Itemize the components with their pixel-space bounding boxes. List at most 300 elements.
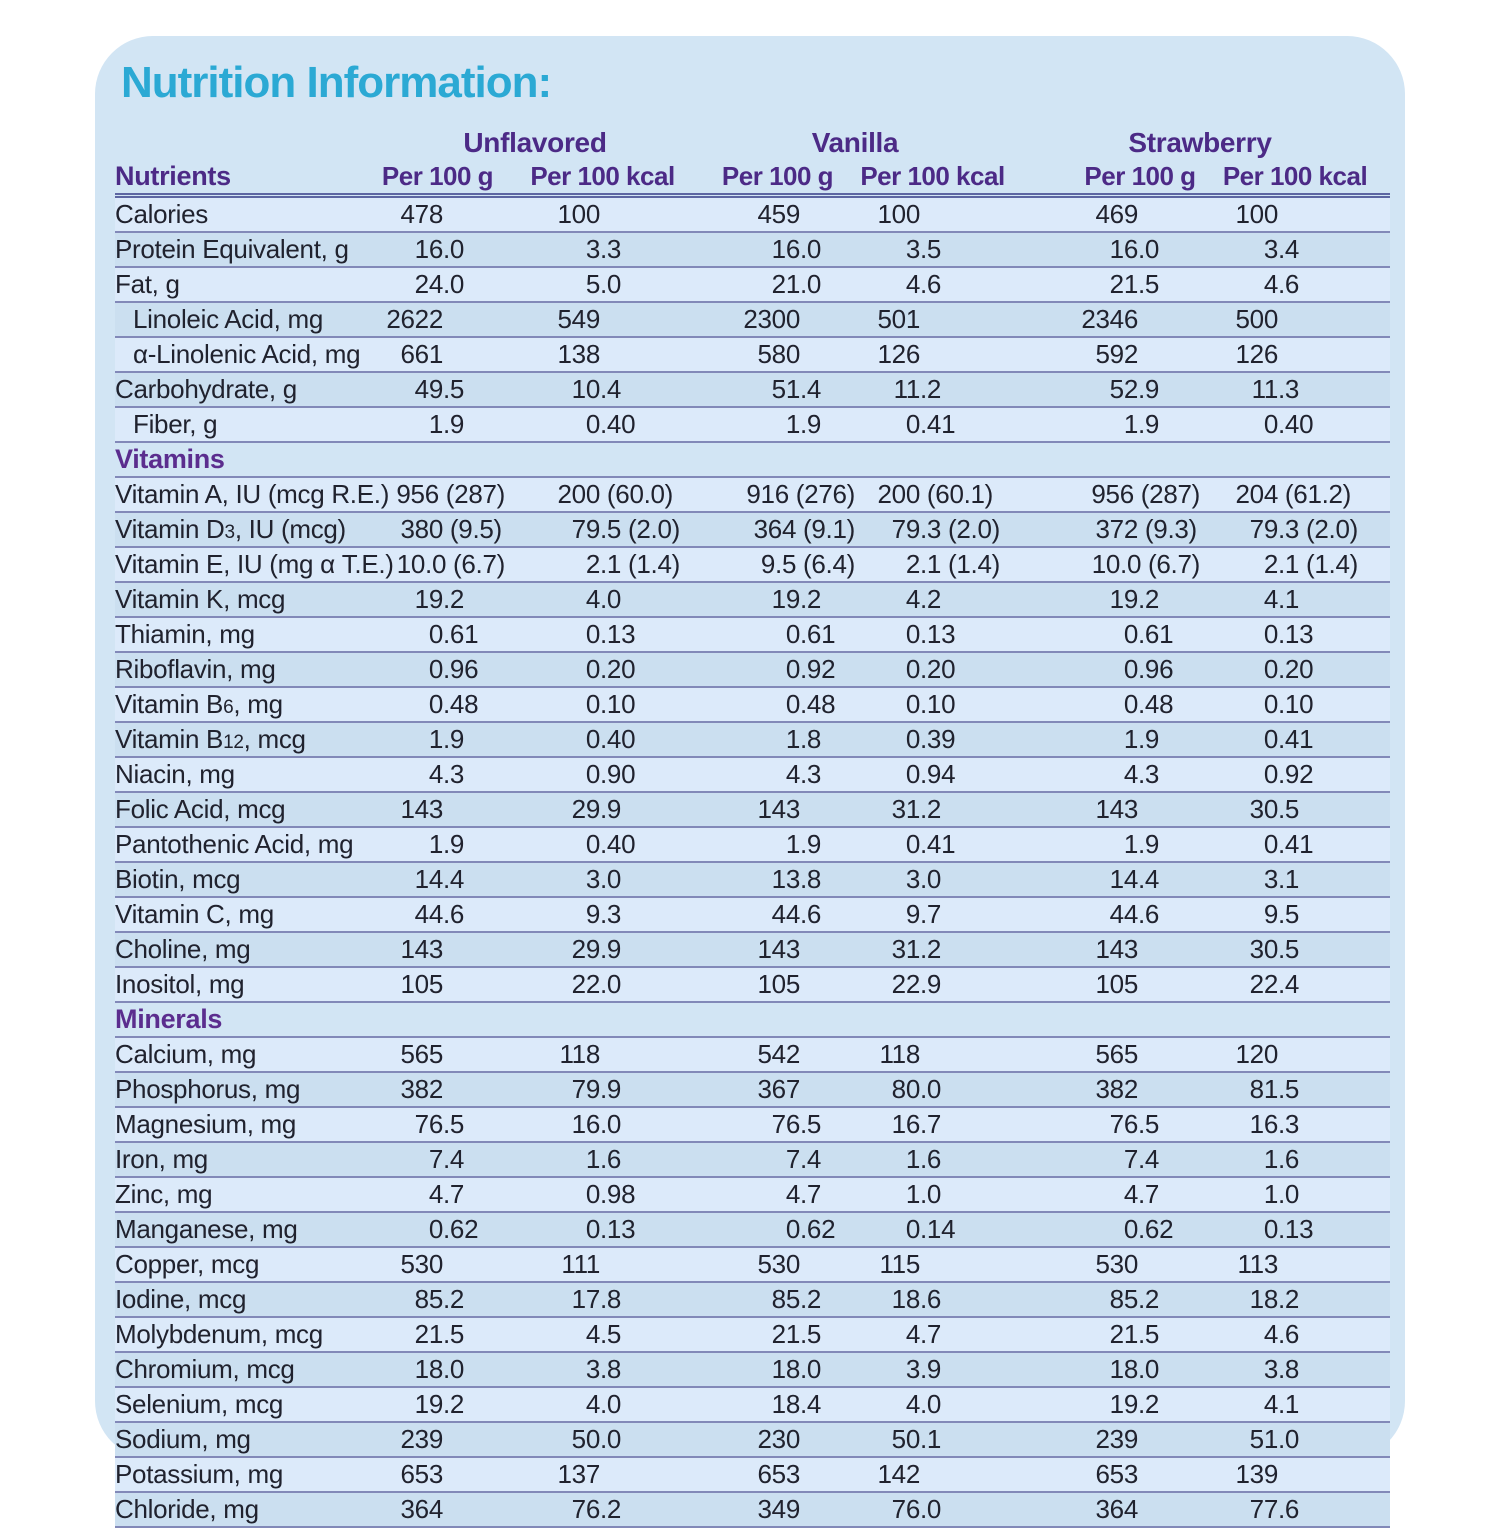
nutrient-label: Vitamin D3, IU (mcg): [115, 514, 346, 544]
section-header: Vitamins: [115, 443, 1390, 478]
value-cell: [700, 688, 855, 721]
value-int: 4: [585, 1319, 600, 1349]
value-cell: [1200, 1353, 1390, 1386]
value-cell: [1200, 373, 1390, 406]
value-frac: [1278, 1248, 1390, 1281]
nutrient-label: Choline, mg: [115, 934, 251, 964]
value-frac: .6: [600, 1144, 622, 1174]
nutrient-label: Vitamin C, mg: [115, 899, 274, 929]
nutrients-header: Nutrients: [115, 161, 231, 191]
value-int: 0: [585, 759, 600, 789]
value-frac: .5: [1138, 1319, 1160, 1349]
value-cell: [1010, 758, 1200, 791]
value-frac: .6: [1278, 1144, 1300, 1174]
value-int: 661: [400, 339, 443, 369]
value-int: 4: [1263, 1319, 1278, 1349]
value-frac: .5: [920, 234, 942, 264]
value-cell: [700, 1073, 855, 1106]
table-row: [115, 898, 1390, 933]
value-cell: [855, 793, 1010, 826]
value-frac: .9: [800, 829, 822, 859]
value-cell: [1200, 863, 1390, 896]
value-frac: [800, 198, 855, 231]
value-frac: .92: [1278, 759, 1314, 789]
value-frac: .40: [600, 409, 636, 439]
value-cell: [855, 968, 1010, 1001]
value-int: 200: [877, 479, 920, 509]
value-int: 79: [891, 514, 920, 544]
value-frac: [443, 338, 505, 371]
value-int: 4: [585, 1389, 600, 1419]
nutrient-label: Fiber, g: [133, 409, 218, 439]
value-frac: .0: [600, 1109, 622, 1139]
value-cell: [370, 653, 505, 686]
value-frac: .13: [600, 1214, 636, 1244]
value-cell: [1200, 303, 1390, 336]
value-int: 4: [1263, 584, 1278, 614]
value-frac: [800, 303, 855, 336]
value-frac: [800, 1493, 855, 1526]
value-int: 51: [1249, 1424, 1278, 1454]
value-cell: [505, 1388, 700, 1421]
value-frac: .4: [1278, 969, 1300, 999]
value-frac: [800, 1038, 855, 1071]
value-cell: [370, 1318, 505, 1351]
value-int: 478: [400, 199, 443, 229]
value-int: 2: [905, 549, 920, 579]
table-row: [115, 373, 1390, 408]
value-frac: (9.1): [796, 514, 855, 544]
table-row: [115, 1493, 1390, 1528]
value-int: 364: [753, 514, 797, 544]
value-cell: [1010, 478, 1200, 511]
value-int: 1: [585, 1144, 600, 1174]
value-cell: [1200, 1458, 1390, 1491]
value-cell: [700, 1458, 855, 1491]
value-int: 349: [757, 1494, 800, 1524]
value-frac: .2: [800, 1284, 822, 1314]
value-int: 50: [891, 1424, 920, 1454]
value-cell: [1200, 618, 1390, 651]
value-frac: .3: [1138, 759, 1160, 789]
value-cell: [1200, 1423, 1390, 1456]
value-cell: [1200, 268, 1390, 301]
value-int: 0: [1263, 689, 1278, 719]
value-cell: [700, 828, 855, 861]
table-row: [115, 793, 1390, 828]
value-frac: .0 (6.7): [1120, 549, 1200, 579]
value-frac: .5: [1138, 1109, 1160, 1139]
table-row: [115, 408, 1390, 443]
value-int: 18: [1249, 1284, 1278, 1314]
value-int: 2: [1263, 549, 1278, 579]
value-frac: .20: [600, 654, 636, 684]
value-cell: [855, 758, 1010, 791]
value-int: 4: [1123, 1179, 1138, 1209]
value-int: 1: [428, 724, 443, 754]
nutrient-label: Vitamin K, mcg: [115, 584, 286, 614]
value-frac: [443, 1038, 505, 1071]
value-int: 19: [1109, 584, 1138, 614]
value-int: 51: [771, 374, 800, 404]
value-cell: [1200, 898, 1390, 931]
value-frac: .5: [443, 1109, 465, 1139]
value-frac: .10: [600, 689, 636, 719]
value-frac: [443, 1248, 505, 1281]
value-frac: [920, 198, 1010, 231]
flavor-header: Vanilla: [811, 127, 899, 158]
value-int: 0: [585, 829, 600, 859]
table-row: [115, 583, 1390, 618]
value-int: 3: [905, 234, 920, 264]
subscript-text: 3: [224, 522, 235, 543]
value-cell: [505, 268, 700, 301]
value-int: 120: [1235, 1039, 1278, 1069]
value-frac: .8: [800, 724, 822, 754]
value-int: 79: [1249, 514, 1278, 544]
value-int: 0: [785, 689, 800, 719]
value-int: 459: [757, 199, 800, 229]
value-int: 653: [1095, 1459, 1138, 1489]
value-frac: .2: [443, 1389, 465, 1419]
value-cell: [855, 1143, 1010, 1176]
value-int: 2622: [386, 304, 443, 334]
value-int: 11: [1251, 374, 1278, 404]
value-int: 143: [757, 794, 800, 824]
value-cell: [1010, 1178, 1200, 1211]
value-int: 1: [785, 409, 800, 439]
value-frac: .5: [443, 1319, 465, 1349]
value-frac: .0: [920, 864, 942, 894]
value-frac: .62: [1138, 1214, 1174, 1244]
value-int: 19: [414, 1389, 443, 1419]
value-cell: [1010, 1353, 1200, 1386]
value-frac: .96: [443, 654, 479, 684]
value-cell: [1200, 793, 1390, 826]
value-cell: [700, 723, 855, 756]
value-frac: .41: [920, 409, 956, 439]
value-int: 7: [785, 1144, 800, 1174]
value-int: 4: [905, 1319, 920, 1349]
value-frac: .5: [1278, 1074, 1300, 1104]
value-int: 11: [893, 374, 920, 404]
value-int: 9: [760, 549, 776, 579]
value-frac: [1138, 968, 1200, 1001]
value-cell: [1010, 1073, 1200, 1106]
value-frac: .13: [1278, 1214, 1314, 1244]
value-frac: [800, 1073, 855, 1106]
value-cell: [855, 1493, 1010, 1526]
value-cell: [855, 478, 1010, 511]
value-frac: .13: [920, 619, 956, 649]
value-frac: .5 (2.0): [600, 514, 680, 544]
value-cell: [1010, 1388, 1200, 1421]
value-cell: [700, 513, 855, 546]
value-frac: .0: [1278, 1179, 1300, 1209]
value-cell: [370, 1073, 505, 1106]
value-frac: .5: [600, 1319, 622, 1349]
value-frac: .1 (1.4): [600, 549, 680, 579]
value-frac: [600, 1458, 700, 1491]
flavor-spacer: [115, 126, 370, 160]
value-int: 100: [877, 199, 920, 229]
value-int: 16: [1249, 1109, 1278, 1139]
value-frac: [1278, 338, 1390, 371]
value-int: 0: [785, 1214, 800, 1244]
value-cell: [370, 408, 505, 441]
value-cell: [505, 688, 700, 721]
value-frac: .0: [600, 1424, 622, 1454]
table-row: [115, 828, 1390, 863]
value-cell: [1200, 1318, 1390, 1351]
nutrient-label: Riboflavin, mg: [115, 654, 276, 684]
subscript-text: 12: [223, 732, 244, 753]
value-frac: .3: [800, 759, 822, 789]
value-cell: [700, 933, 855, 966]
value-cell: [700, 1388, 855, 1421]
value-cell: [700, 758, 855, 791]
value-frac: .61: [800, 619, 836, 649]
value-frac: .3 (2.0): [1278, 514, 1358, 544]
value-cell: [855, 1388, 1010, 1421]
value-frac: .1: [1278, 1389, 1300, 1419]
value-frac: [1278, 303, 1390, 336]
value-frac: .1: [1278, 864, 1300, 894]
value-frac: .2: [920, 794, 942, 824]
value-frac: .5 (6.4): [775, 549, 855, 579]
value-cell: [1010, 793, 1200, 826]
table-row: [115, 548, 1390, 583]
value-int: 0: [905, 689, 920, 719]
value-cell: [370, 1388, 505, 1421]
value-cell: [370, 1213, 505, 1246]
value-cell: [370, 968, 505, 1001]
value-int: 76: [891, 1494, 920, 1524]
value-int: 4: [1123, 759, 1138, 789]
table-row: [115, 1283, 1390, 1318]
value-int: 13: [771, 864, 800, 894]
value-int: 50: [571, 1424, 600, 1454]
table-row: [115, 198, 1390, 233]
value-int: 1: [905, 1179, 920, 1209]
value-cell: [505, 1213, 700, 1246]
value-cell: [505, 338, 700, 371]
value-frac: [443, 968, 505, 1001]
value-int: 9: [585, 899, 600, 929]
value-cell: [1200, 548, 1390, 581]
nutrient-label: α-Linolenic Acid, mg: [133, 339, 361, 369]
value-int: 3: [905, 1354, 920, 1384]
value-int: 10: [571, 374, 600, 404]
value-frac: .40: [1278, 409, 1314, 439]
value-cell: [700, 1038, 855, 1071]
value-int: 16: [1109, 234, 1138, 264]
value-int: 9: [905, 899, 920, 929]
value-cell: [505, 1283, 700, 1316]
value-int: 3: [585, 234, 600, 264]
value-cell: [700, 1318, 855, 1351]
value-frac: .3: [1278, 374, 1300, 404]
value-int: 530: [400, 1249, 443, 1279]
value-frac: .0: [920, 1494, 942, 1524]
table-row: [115, 688, 1390, 723]
value-int: 200: [557, 479, 600, 509]
value-int: 0: [905, 829, 920, 859]
value-frac: .96: [1138, 654, 1174, 684]
value-int: 111: [561, 1249, 600, 1279]
value-cell: [1200, 233, 1390, 266]
value-int: 24: [414, 269, 443, 299]
value-int: 4: [428, 759, 443, 789]
table-row: [115, 338, 1390, 373]
value-cell: [505, 863, 700, 896]
flavor-header: Strawberry: [1128, 127, 1272, 158]
value-cell: [505, 653, 700, 686]
value-cell: [370, 198, 505, 231]
value-int: 1: [785, 829, 800, 859]
value-cell: [855, 1353, 1010, 1386]
column-header: Per 100 kcal: [1222, 161, 1368, 191]
value-frac: [600, 1248, 700, 1281]
value-int: 0: [585, 654, 600, 684]
table-row: [115, 863, 1390, 898]
value-cell: [505, 758, 700, 791]
nutrient-label: Chloride, mg: [115, 1494, 259, 1524]
value-cell: [1010, 898, 1200, 931]
value-cell: [700, 1108, 855, 1141]
value-frac: .9: [600, 934, 622, 964]
value-cell: [1010, 408, 1200, 441]
value-int: 2346: [1081, 304, 1138, 334]
value-int: 530: [757, 1249, 800, 1279]
value-int: 0: [585, 1214, 600, 1244]
value-frac: .0: [800, 269, 822, 299]
value-cell: [1010, 1423, 1200, 1456]
value-frac: .4: [800, 374, 822, 404]
nutrition-card: [95, 36, 1405, 1524]
subscript-text: 6: [223, 697, 234, 718]
value-frac: .6: [1278, 1494, 1300, 1524]
value-int: 0: [905, 1214, 920, 1244]
value-int: 19: [1109, 1389, 1138, 1419]
nutrient-label: Carbohydrate, g: [115, 374, 297, 404]
value-frac: [1138, 793, 1200, 826]
value-frac: .6: [443, 899, 465, 929]
value-frac: (9.3): [1138, 514, 1197, 544]
value-cell: [1010, 373, 1200, 406]
value-frac: .10: [920, 689, 956, 719]
value-frac: .9: [443, 829, 465, 859]
value-int: 81: [1249, 1074, 1278, 1104]
value-frac: [920, 303, 1010, 336]
value-cell: [370, 1458, 505, 1491]
value-frac: .9: [600, 1074, 622, 1104]
value-cell: [855, 583, 1010, 616]
value-int: 30: [1249, 794, 1278, 824]
value-int: 76: [771, 1109, 800, 1139]
value-frac: .9: [443, 409, 465, 439]
value-int: 956: [1091, 479, 1134, 509]
value-int: 139: [1235, 1459, 1278, 1489]
value-int: 4: [428, 1179, 443, 1209]
nutrient-label: Zinc, mg: [115, 1179, 213, 1209]
value-cell: [505, 828, 700, 861]
value-frac: .9: [600, 794, 622, 824]
value-frac: [1138, 198, 1200, 231]
value-cell: [505, 408, 700, 441]
value-cell: [505, 723, 700, 756]
value-frac: .1 (1.4): [1278, 549, 1358, 579]
value-frac: .7: [920, 899, 942, 929]
table-row: [115, 1388, 1390, 1423]
value-int: 382: [400, 1074, 443, 1104]
value-cell: [700, 198, 855, 231]
table-row: [115, 478, 1390, 513]
value-frac: .0: [600, 269, 622, 299]
value-frac: [800, 1458, 855, 1491]
value-int: 0: [428, 1214, 443, 1244]
value-frac: .40: [600, 829, 636, 859]
value-int: 0: [1263, 654, 1278, 684]
value-int: 85: [414, 1284, 443, 1314]
value-int: 0: [1263, 409, 1278, 439]
value-int: 16: [891, 1109, 920, 1139]
value-cell: [855, 1213, 1010, 1246]
value-frac: .5: [1278, 934, 1300, 964]
column-header: Per 100 g: [1084, 161, 1196, 191]
value-int: 4: [1263, 269, 1278, 299]
nutrient-label: Vitamin B6, mg: [115, 689, 283, 719]
value-cell: [370, 723, 505, 756]
value-frac: [600, 303, 700, 336]
value-frac: [443, 1073, 505, 1106]
value-frac: .8: [600, 1354, 622, 1384]
value-frac: .48: [443, 689, 479, 719]
nutrient-label: Fat, g: [115, 269, 180, 299]
value-cell: [855, 1423, 1010, 1456]
value-frac: .2: [1138, 1389, 1160, 1419]
value-cell: [370, 1423, 505, 1456]
nutrient-label: Manganese, mg: [115, 1214, 298, 1244]
value-int: 0: [1263, 759, 1278, 789]
value-int: 49: [414, 374, 443, 404]
value-int: 542: [757, 1039, 800, 1069]
value-cell: [505, 793, 700, 826]
value-cell: [370, 303, 505, 336]
value-cell: [700, 1143, 855, 1176]
value-frac: [1138, 303, 1200, 336]
value-int: 126: [1235, 339, 1278, 369]
value-int: 565: [400, 1039, 443, 1069]
value-int: 1: [1123, 829, 1138, 859]
value-frac: [800, 793, 855, 826]
value-cell: [505, 303, 700, 336]
value-cell: [1010, 198, 1200, 231]
table-row: [115, 723, 1390, 758]
value-int: 500: [1235, 304, 1278, 334]
value-int: 126: [877, 339, 920, 369]
value-cell: [1200, 1038, 1390, 1071]
value-cell: [855, 513, 1010, 546]
value-cell: [1010, 1038, 1200, 1071]
value-int: 4: [585, 584, 600, 614]
value-frac: [800, 338, 855, 371]
value-int: 18: [414, 1354, 443, 1384]
value-cell: [700, 268, 855, 301]
value-frac: .13: [1278, 619, 1314, 649]
value-int: 1: [1263, 1144, 1278, 1174]
value-int: 549: [557, 304, 600, 334]
